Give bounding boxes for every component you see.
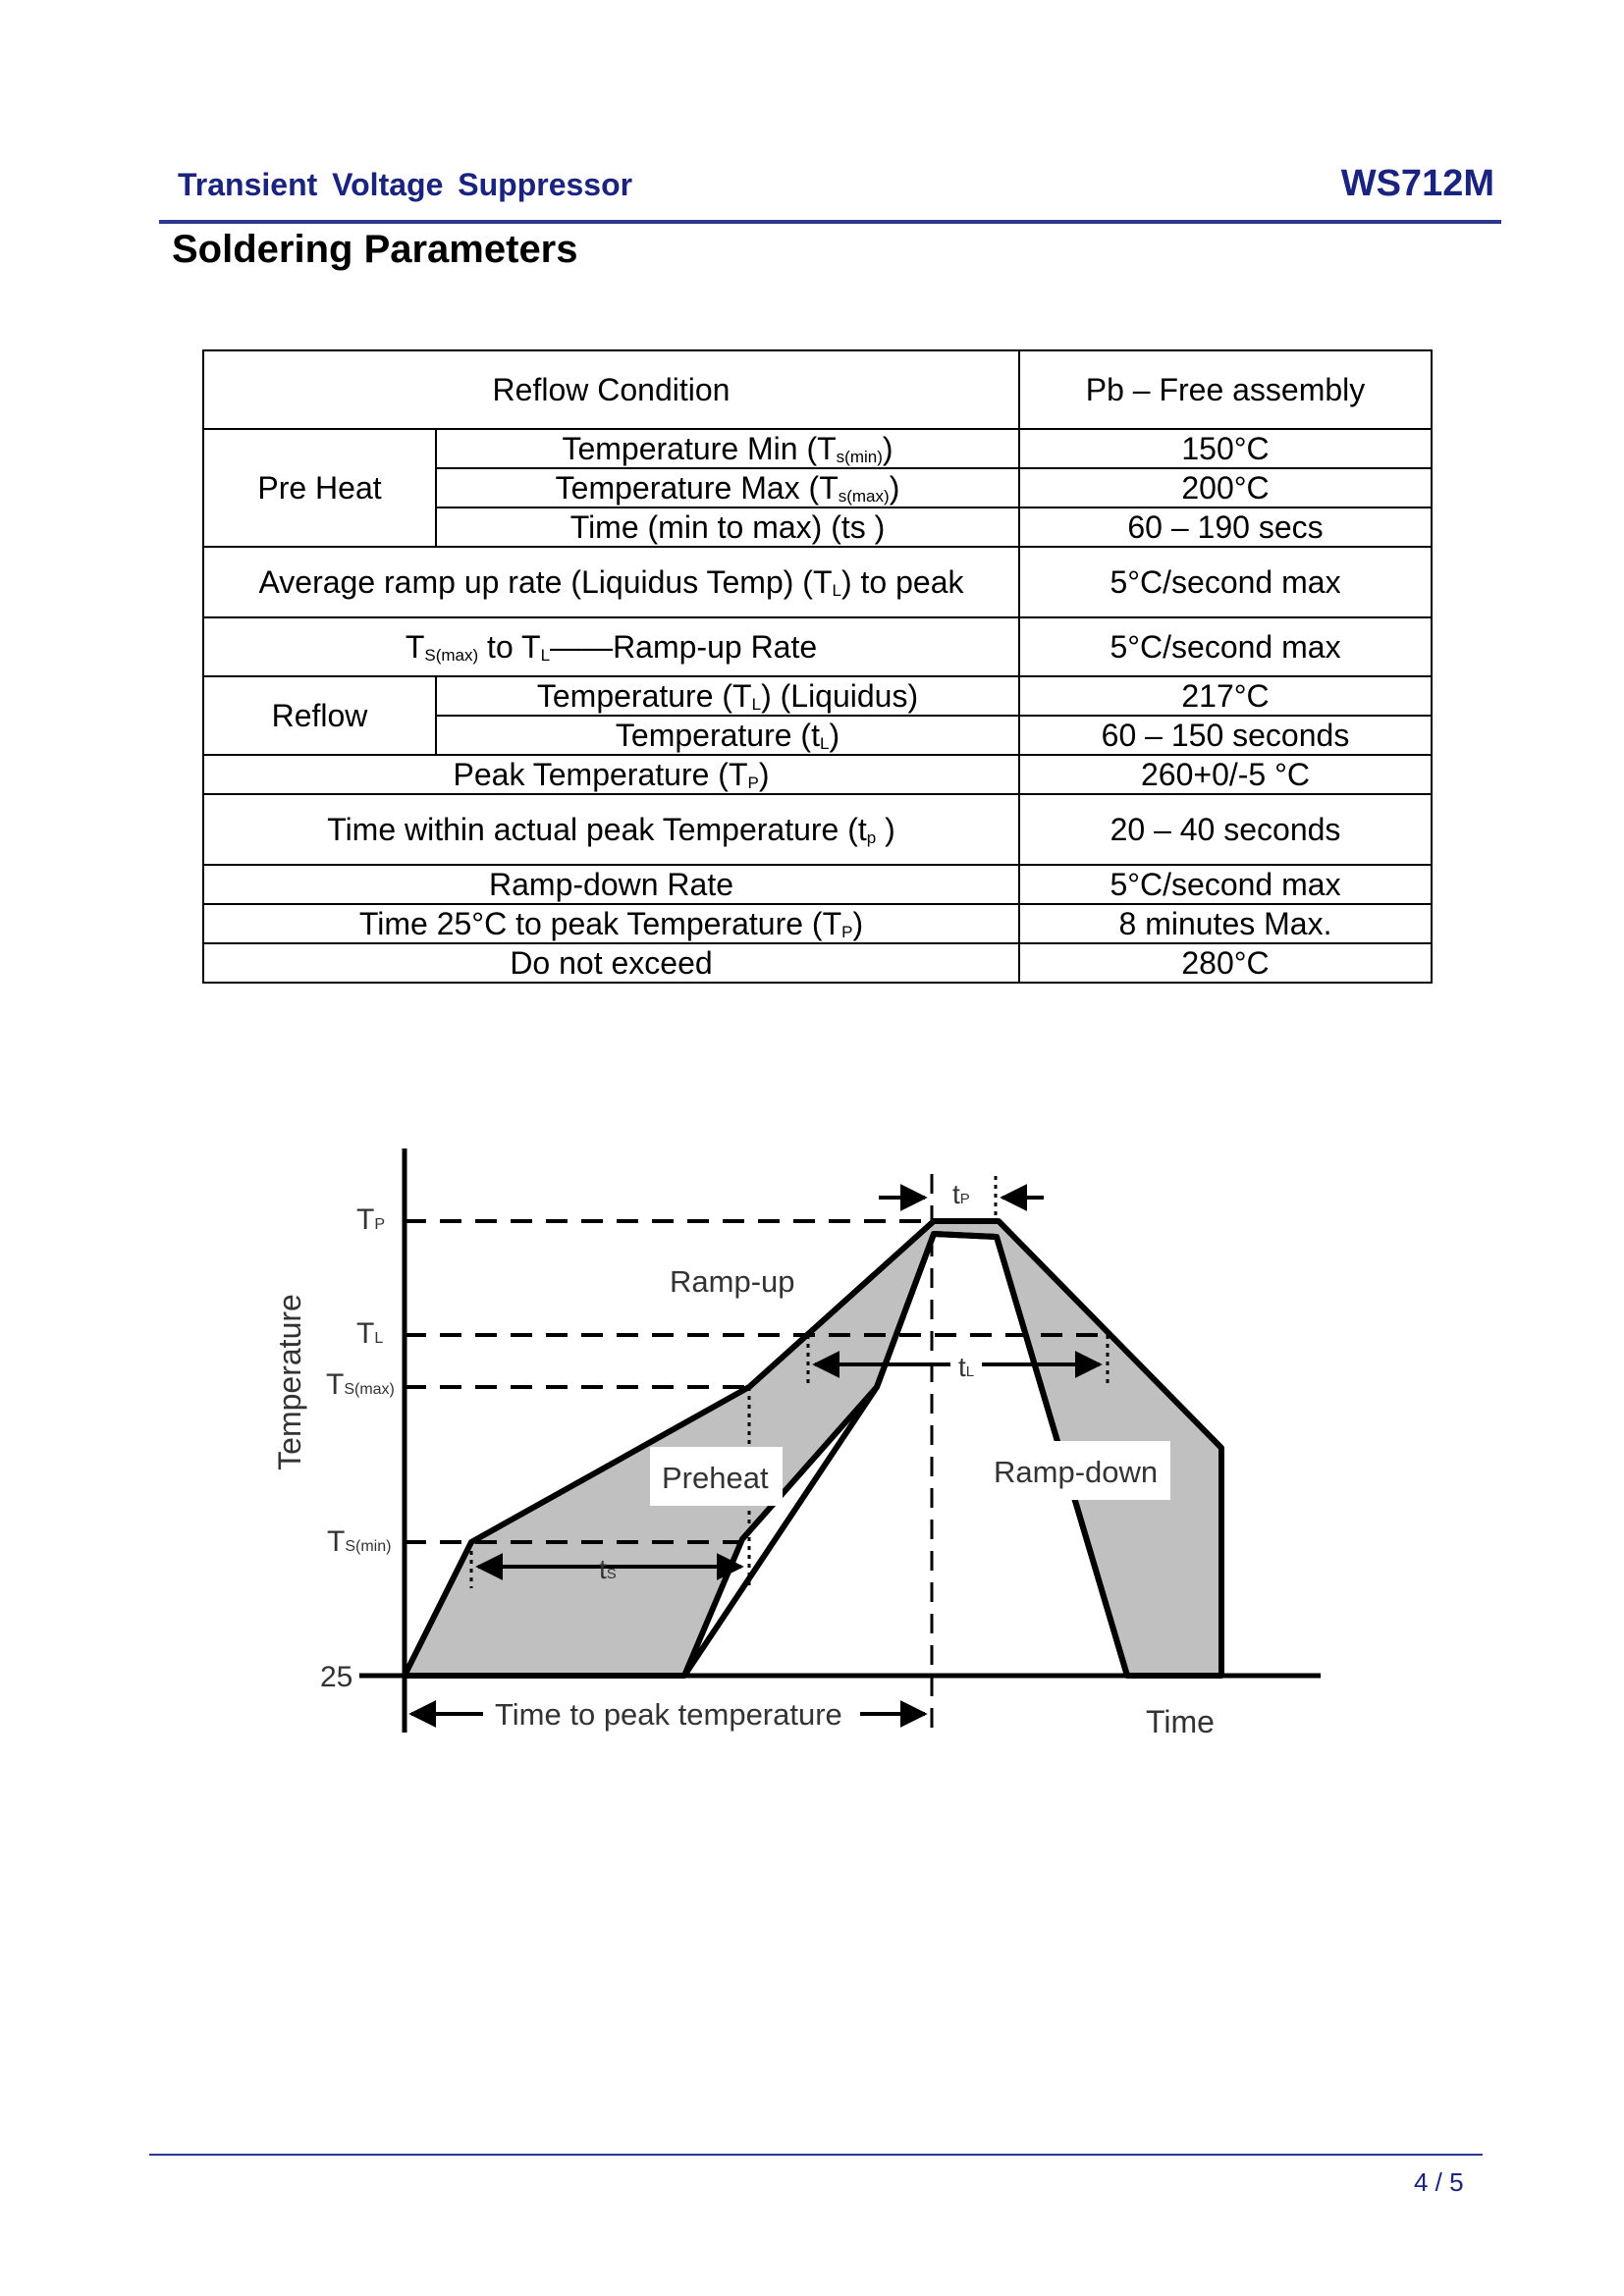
value-cell: 280°C xyxy=(1019,943,1432,983)
x-axis-title: Time xyxy=(1146,1704,1215,1739)
preheat-label: Preheat xyxy=(662,1461,769,1495)
time-to-peak-label: Time to peak temperature xyxy=(495,1697,842,1732)
value-cell: 5°C/second max xyxy=(1019,547,1432,617)
value-cell: 200°C xyxy=(1019,468,1432,507)
value-cell: 5°C/second max xyxy=(1019,617,1432,676)
ambient-level-label: 25 xyxy=(320,1661,353,1693)
ts-interval-label: tS xyxy=(599,1554,617,1584)
header-cell-condition: Reflow Condition xyxy=(203,350,1019,429)
header-cell-assembly: Pb – Free assembly xyxy=(1019,350,1432,429)
value-cell: 150°C xyxy=(1019,429,1432,468)
param-cell: Temperature $(t_L)$ xyxy=(436,716,1019,755)
tp-level-label: TP xyxy=(356,1203,385,1236)
param-cell: Time within actual peak Temperature ($t_p$ ) xyxy=(203,794,1019,865)
param-cell: Do not exceed xyxy=(203,943,1019,983)
document-category: Transient Voltage Suppressor xyxy=(178,167,633,202)
tp-interval-label: tP xyxy=(952,1179,970,1209)
tsmin-level-label: TS(min) xyxy=(327,1525,392,1558)
param-cell: $T_{S(max)}$ to $T_L——Ramp-up$ Rate xyxy=(203,617,1019,676)
ramp-down-label: Ramp-down xyxy=(994,1455,1159,1489)
section-title: Soldering Parameters xyxy=(172,228,578,271)
ramp-up-label: Ramp-up xyxy=(670,1264,795,1299)
group-label-reflow: Reflow xyxy=(203,676,436,755)
value-cell: 260+0/-5 °C xyxy=(1019,755,1432,794)
param-cell: Temperature $(T_L)$ (Liquidus) xyxy=(436,676,1019,716)
param-cell: Average ramp up rate (Liquidus Temp) $(T_L)$ to peak xyxy=(203,547,1019,617)
tl-level-label: TL xyxy=(356,1317,384,1350)
part-number: WS712M xyxy=(1340,163,1494,204)
tl-interval-label: tL xyxy=(958,1352,975,1382)
value-cell: 5°C/second max xyxy=(1019,865,1432,904)
param-cell: Temperature Max $(T_{s(max)})$ xyxy=(436,468,1019,507)
footer-rule xyxy=(149,2154,1483,2156)
value-cell: 60 – 190 secs xyxy=(1019,507,1432,547)
value-cell: 8 minutes Max. xyxy=(1019,904,1432,943)
group-label-pre-heat: Pre Heat xyxy=(203,429,436,547)
param-cell: Ramp-down Rate xyxy=(203,865,1019,904)
y-axis-title: Temperature xyxy=(272,1294,307,1470)
page-number: 4 / 5 xyxy=(1414,2167,1464,2197)
param-cell: Time (min to max) (ts ) xyxy=(436,507,1019,547)
param-cell: Temperature Min $(T_{s(min)})$ xyxy=(436,429,1019,468)
param-cell: Peak Temperature $(T_P)$ xyxy=(203,755,1019,794)
param-cell: Time 25°C to peak Temperature $(T_P)$ xyxy=(203,904,1019,943)
value-cell: 60 – 150 seconds xyxy=(1019,716,1432,755)
value-cell: 20 – 40 seconds xyxy=(1019,794,1432,865)
value-cell: 217°C xyxy=(1019,676,1432,716)
tsmax-level-label: TS(max) xyxy=(326,1368,395,1401)
